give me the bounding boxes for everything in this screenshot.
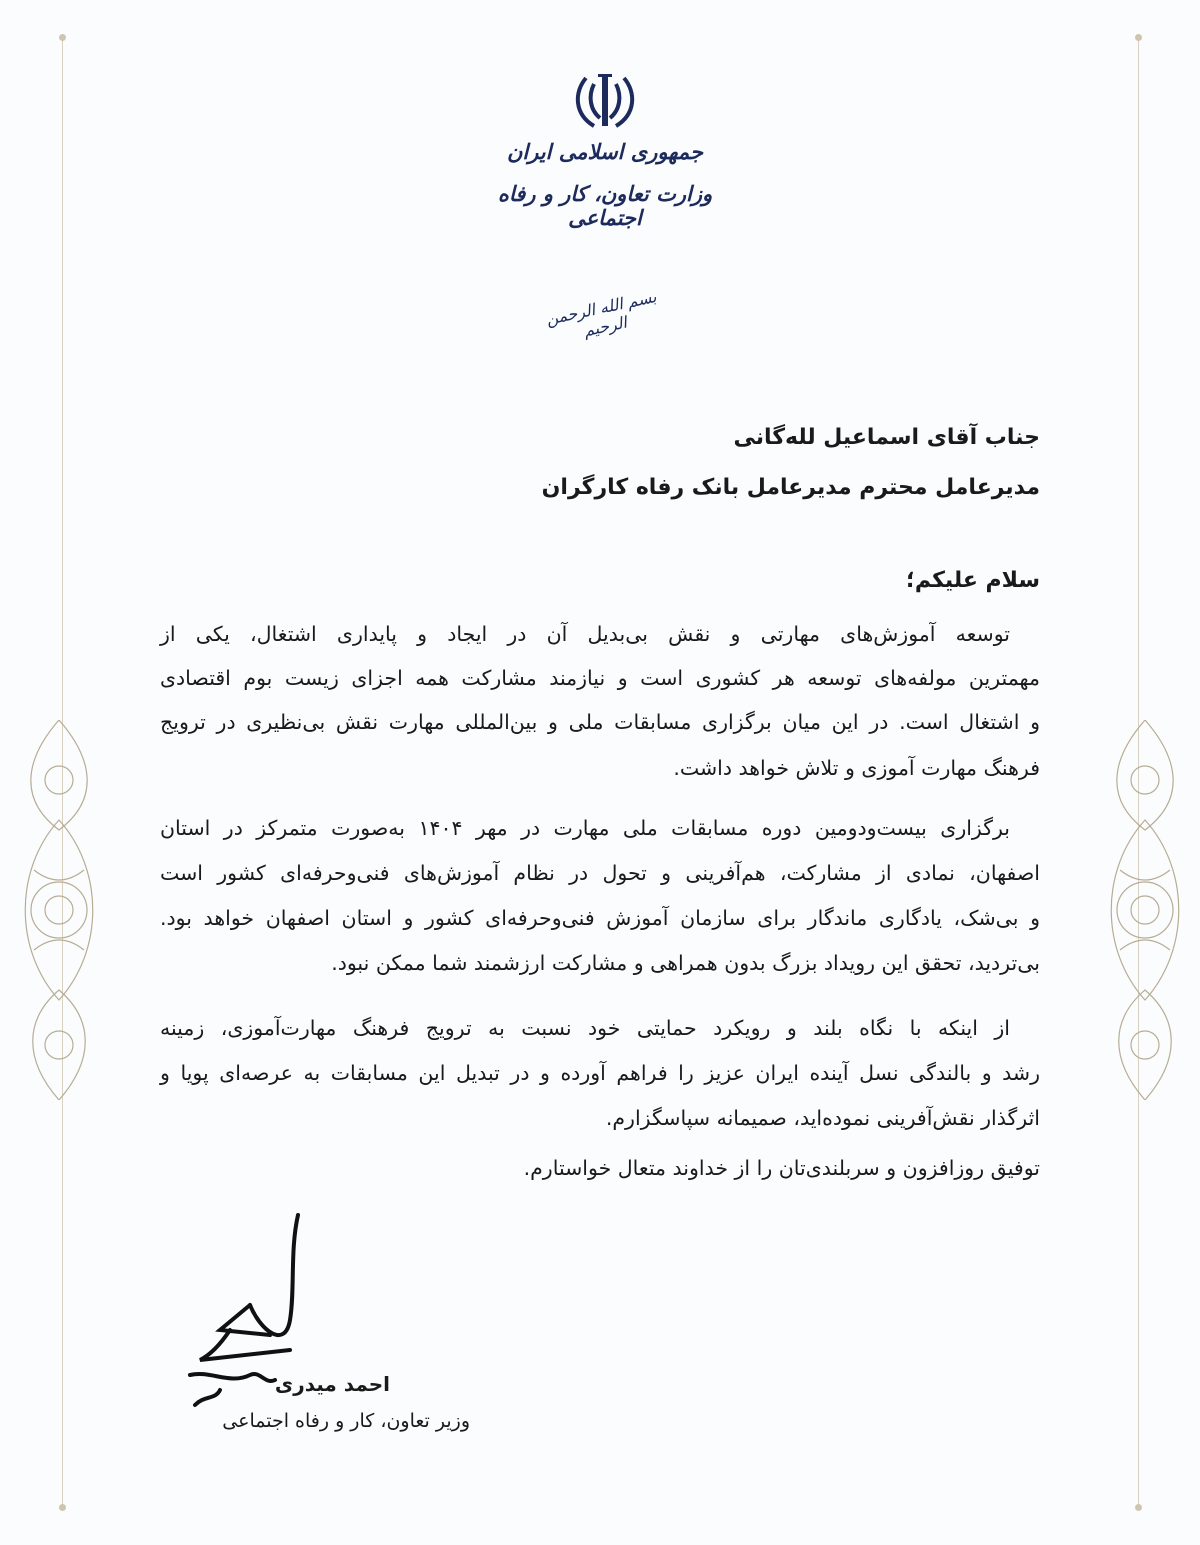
paragraph-line: مهمترین مولفه‌های توسعه هر کشوری است و نیازمند مشارکت همه اجزای زیست بوم اقتصادی bbox=[160, 666, 1040, 690]
closing-line: توفیق روزافزون و سربلندی‌تان را از خداوند متعال خواستارم. bbox=[523, 1156, 1040, 1180]
paragraph-line: توسعه آموزش‌های مهارتی و نقش بی‌بدیل آن در ایجاد و پایداری اشتغال، یکی از bbox=[160, 622, 1010, 646]
right-arabesque-ornament bbox=[1100, 720, 1190, 1100]
paragraph-line: برگزاری بیست‌ودومین دوره مسابقات ملی مهارت در مهر ۱۴۰۴ به‌صورت متمرکز در استان bbox=[160, 816, 1011, 840]
paragraph-line: و اشتغال است. در این میان برگزاری مسابقات ملی و بین‌المللی مهارت نقش بی‌نظیری در ترویج bbox=[160, 710, 1040, 734]
signatory-name: احمد میدری bbox=[274, 1372, 390, 1396]
paragraph-line: اصفهان، نمادی از مشارکت، هم‌آفرینی و تحول در نظام آموزش‌های فنی‌وحرفه‌ای کشور است bbox=[160, 861, 1040, 885]
paragraph-line: اثرگذار نقش‌آفرینی نموده‌اید، صمیمانه سپاسگزارم. bbox=[605, 1106, 1040, 1130]
ministry-name: وزارت تعاون، کار و رفاه اجتماعی bbox=[497, 182, 713, 230]
bismillah-calligraphy: بسم الله الرحمن الرحیم bbox=[544, 286, 659, 341]
country-name: جمهوری اسلامی ایران bbox=[506, 140, 704, 164]
paragraph-line: رشد و بالندگی نسل آینده ایران عزیز را فراهم آورده و در تبدیل این مسابقات به عرصه‌ای پویا و bbox=[160, 1061, 1040, 1085]
addressee-position: مدیرعامل محترم مدیرعامل بانک رفاه کارگران bbox=[541, 475, 1040, 500]
addressee-name: جناب آقای اسماعیل لله‌گانی bbox=[733, 425, 1040, 450]
paragraph-line: و بی‌شک، یادگاری ماندگار برای سازمان آموزش فنی‌وحرفه‌ای کشور و استان اصفهان خواهد بود. bbox=[160, 906, 1040, 930]
signatory-title: وزیر تعاون، کار و رفاه اجتماعی bbox=[222, 1410, 470, 1432]
paragraph-line: فرهنگ مهارت آموزی و تلاش خواهد داشت. bbox=[673, 756, 1040, 780]
salutation: سلام علیکم؛ bbox=[906, 568, 1040, 593]
paragraph-line: بی‌تردید، تحقق این رویداد بزرگ بدون همراهی و مشارکت ارزشمند شما ممکن نبود. bbox=[331, 951, 1040, 975]
paragraph-line: از اینکه با نگاه بلند و رویکرد حمایتی خود نسبت به ترویج فرهنگ مهارت‌آموزی، زمینه bbox=[160, 1016, 1010, 1040]
iran-emblem-icon bbox=[572, 72, 638, 134]
left-arabesque-ornament bbox=[14, 720, 104, 1100]
